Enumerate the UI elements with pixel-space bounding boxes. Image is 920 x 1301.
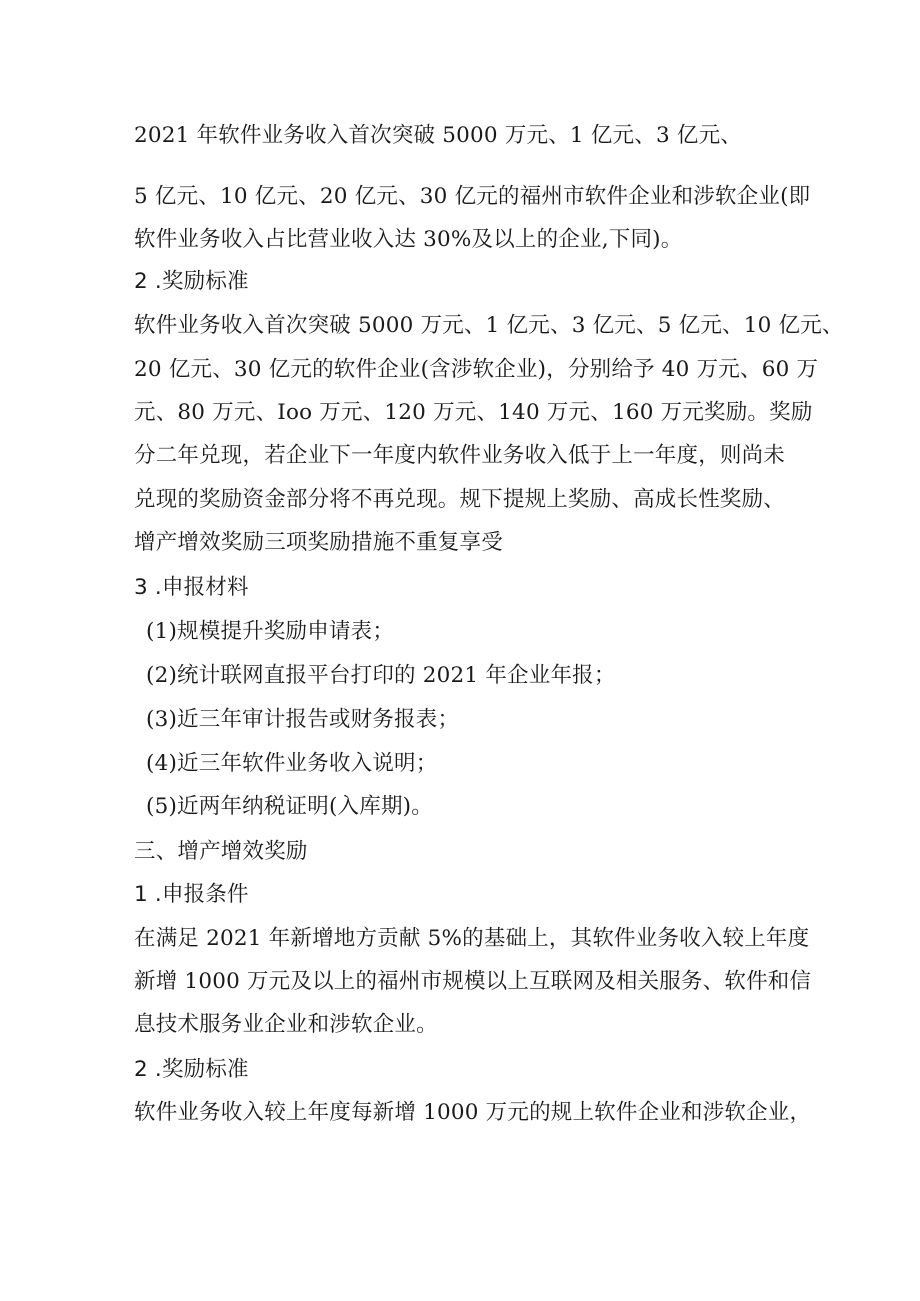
chapter-heading: 三、增产增效奖励 <box>134 839 308 864</box>
list-item: (4)近三年软件业务收入说明； <box>146 751 438 776</box>
paragraph-line: 5 亿元、10 亿元、20 亿元、30 亿元的福州市软件企业和涉软企业(即 <box>134 184 811 209</box>
paragraph-line: 软件业务收入占比营业收入达 30%及以上的企业,下同)。 <box>134 227 683 252</box>
section-heading: 2 .奖励标准 <box>134 1057 249 1082</box>
paragraph-line: 增产增效奖励三项奖励措施不重复享受 <box>134 530 503 555</box>
paragraph-line: 在满足 2021 年新增地方贡献 5%的基础上，其软件业务收入较上年度 <box>134 926 810 951</box>
list-item: (5)近两年纳税证明(入库期)。 <box>146 794 433 819</box>
paragraph-line: 2021 年软件业务收入首次突破 5000 万元、1 亿元、3 亿元、 <box>134 123 742 148</box>
paragraph-line: 新增 1000 万元及以上的福州市规模以上互联网及相关服务、软件和信 <box>134 969 812 994</box>
paragraph-line: 20 亿元、30 亿元的软件企业(含涉软企业)，分别给予 40 万元、60 万 <box>134 357 819 382</box>
list-item: (1)规模提升奖励申请表； <box>146 619 395 644</box>
section-heading: 2 .奖励标准 <box>134 269 249 294</box>
paragraph-line: 元、80 万元、Ioo 万元、120 万元、140 万元、160 万元奖励。奖励 <box>134 400 813 425</box>
section-heading: 3 .申报材料 <box>134 575 249 600</box>
list-item: (2)统计联网直报平台打印的 2021 年企业年报； <box>146 663 616 688</box>
paragraph-line: 兑现的奖励资金部分将不再兑现。规下提规上奖励、高成长性奖励、 <box>134 487 786 512</box>
section-heading: 1 .申报条件 <box>134 882 249 907</box>
paragraph-line: 分二年兑现，若企业下一年度内软件业务收入低于上一年度，则尚未 <box>134 443 786 468</box>
paragraph-line: 息技术服务业企业和涉软企业。 <box>134 1012 438 1037</box>
paragraph-line: 软件业务收入较上年度每新增 1000 万元的规上软件企业和涉软企业， <box>134 1100 812 1125</box>
list-item: (3)近三年审计报告或财务报表； <box>146 707 460 732</box>
paragraph-line: 软件业务收入首次突破 5000 万元、1 亿元、3 亿元、5 亿元、10 亿元、 <box>134 313 844 338</box>
